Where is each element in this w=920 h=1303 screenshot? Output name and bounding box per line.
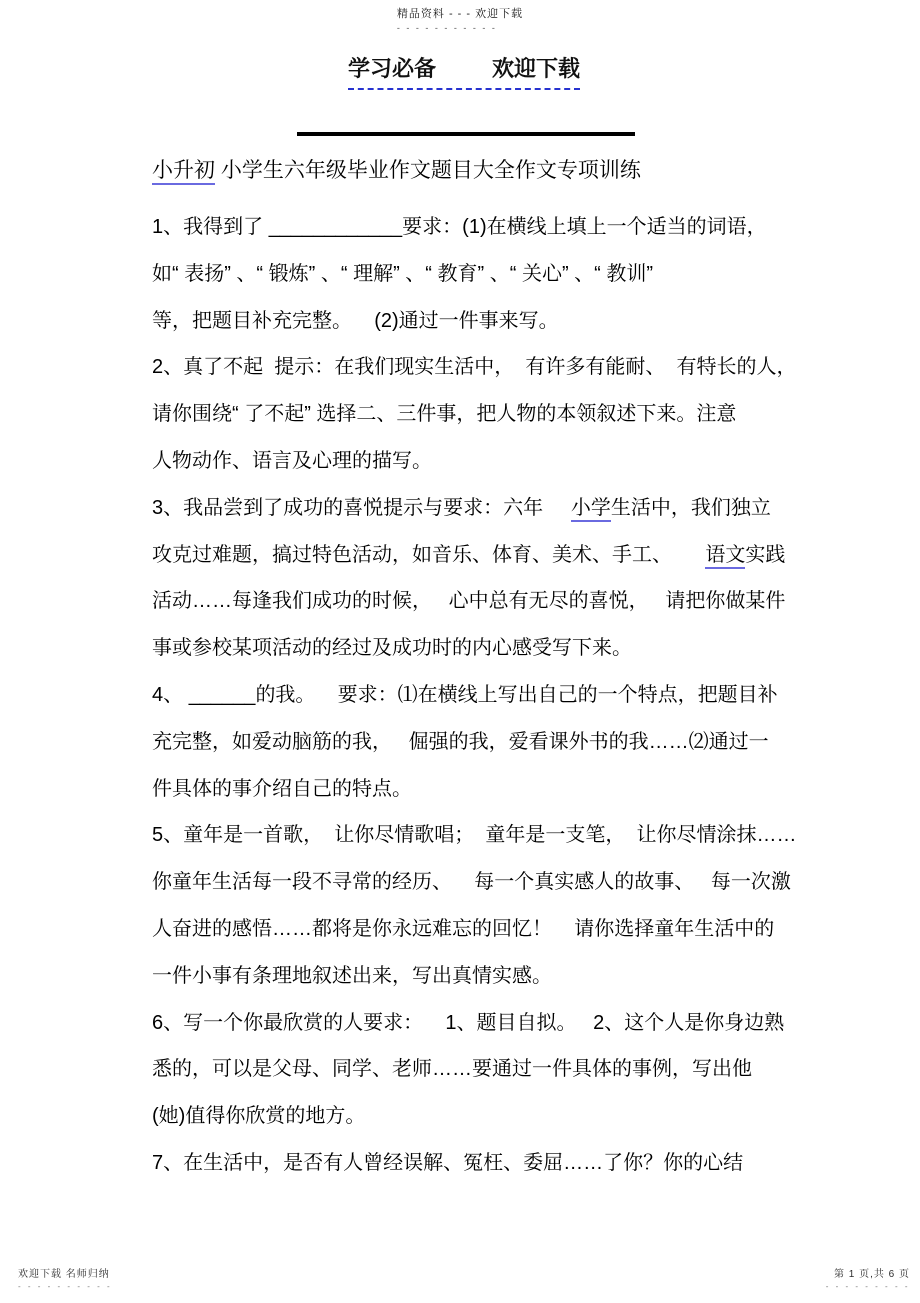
text-run: 4、 [152, 683, 189, 706]
top-watermark [0, 5, 920, 36]
text-run: 悉的，可以是父母、同学、老师……要通过一件具体的事例，写出他 [152, 1058, 752, 1081]
text-line [152, 578, 800, 625]
page-header [348, 52, 580, 90]
header-right-label: 欢迎下载 [491, 56, 580, 81]
header-left-label: 学习必备 [348, 56, 437, 81]
hyperlink-text[interactable]: 小升初 [152, 159, 215, 185]
text-run: 的我。 要求：⑴在横线上写出自己的一个特点，把题目补 [255, 683, 778, 706]
text-line [152, 204, 800, 251]
document-body [152, 204, 800, 1187]
text-line [152, 812, 800, 859]
text-line [152, 438, 800, 485]
text-line [152, 719, 800, 766]
text-run: 人奋进的感悟……都将是你永远难忘的回忆！ 请你选择童年生活中的 [152, 917, 775, 940]
text-run: 一件小事有条理地叙述出来，写出真情实感。 [152, 964, 552, 987]
text-run: 3、我品尝到了成功的喜悦提示与要求：六年 [152, 496, 571, 519]
text-run: 要求：(1)在横线上填上一个适当的词语， [402, 216, 767, 238]
footer-right-dots: - - - - - - - - - [825, 1282, 910, 1291]
text-run: 生活中，我们独立 [610, 496, 771, 519]
footer-right [826, 1265, 910, 1291]
text-line [152, 391, 800, 438]
text-line [152, 1093, 800, 1140]
text-run: 2、真了不起 提示：在我们现实生活中， 有许多有能耐、 有特长的人， [152, 356, 797, 379]
text-line [152, 1046, 800, 1093]
text-line [152, 1000, 800, 1047]
text-line [152, 953, 800, 1000]
text-line [152, 625, 800, 672]
top-watermark-dots: - - - - - - - - - - - [396, 23, 497, 33]
text-line [152, 532, 800, 579]
text-run: 等，把题目补充完整。 (2)通过一件事来写。 [152, 309, 559, 332]
text-run: 人物动作、语言及心理的描写。 [152, 449, 432, 472]
text-run: 实践 [745, 543, 786, 566]
text-line [152, 859, 800, 906]
hyperlink-text[interactable]: 语文 [705, 544, 745, 569]
text-run: 1、我得到了 [152, 216, 269, 238]
text-line [152, 485, 800, 532]
document-content [152, 156, 800, 1187]
text-run: 攻克过难题，搞过特色活动，如音乐、体育、美术、手工、 [152, 543, 706, 566]
title-divider-rule [297, 132, 635, 136]
hyperlink-text[interactable]: 小学 [571, 497, 611, 522]
doc-title [152, 156, 800, 186]
text-line [152, 1140, 800, 1187]
top-watermark-text: 精品资料 - - - 欢迎下载 [396, 8, 524, 20]
text-run: 小学生六年级毕业作文题目大全作文专项训练 [215, 159, 641, 182]
text-run: 6、写一个你最欣赏的人要求： 1、题目自拟。 2、这个人是你身边熟 [152, 1011, 785, 1034]
text-run: (她)值得你欣赏的地方。 [152, 1105, 366, 1128]
footer-left [18, 1265, 112, 1291]
text-line [152, 766, 800, 813]
text-run: 事或参校某项活动的经过及成功时的内心感受写下来。 [152, 637, 632, 660]
text-line [152, 344, 800, 391]
blank-underline: ____________ [268, 216, 403, 238]
text-run: 充完整，如爱动脑筋的我， 倔强的我，爱看课外书的我……⑵通过一 [152, 730, 769, 753]
text-run: 你童年生活每一段不寻常的经历、 每一个真实感人的故事、 每一次激 [152, 871, 791, 894]
footer-left-text: 欢迎下载 名师归纳 [18, 1269, 110, 1280]
text-run: 5、童年是一首歌， 让你尽情歌唱； 童年是一支笔， 让你尽情涂抹…… [152, 824, 797, 847]
text-run: 如“ 表扬” 、“ 锻炼” 、“ 理解” 、“ 教育” 、“ 关心” 、“ 教训” [152, 262, 654, 285]
text-line [152, 672, 800, 719]
footer-left-dots: - - - - - - - - - - [18, 1282, 113, 1291]
text-line [152, 298, 800, 345]
text-run: 7、在生活中，是否有人曾经误解、冤枉、委屈……了你？你的心结 [152, 1151, 744, 1174]
text-run: 请你围绕“ 了不起” 选择二、三件事，把人物的本领叙述下来。注意 [152, 403, 737, 426]
text-line [152, 251, 800, 298]
text-run: 件具体的事介绍自己的特点。 [152, 777, 412, 800]
text-line [152, 906, 800, 953]
text-run: 活动……每逢我们成功的时候， 心中总有无尽的喜悦， 请把你做某件 [152, 590, 786, 613]
page-number-text: 第 1 页,共 6 页 [833, 1269, 910, 1280]
blank-underline: ______ [188, 683, 256, 706]
